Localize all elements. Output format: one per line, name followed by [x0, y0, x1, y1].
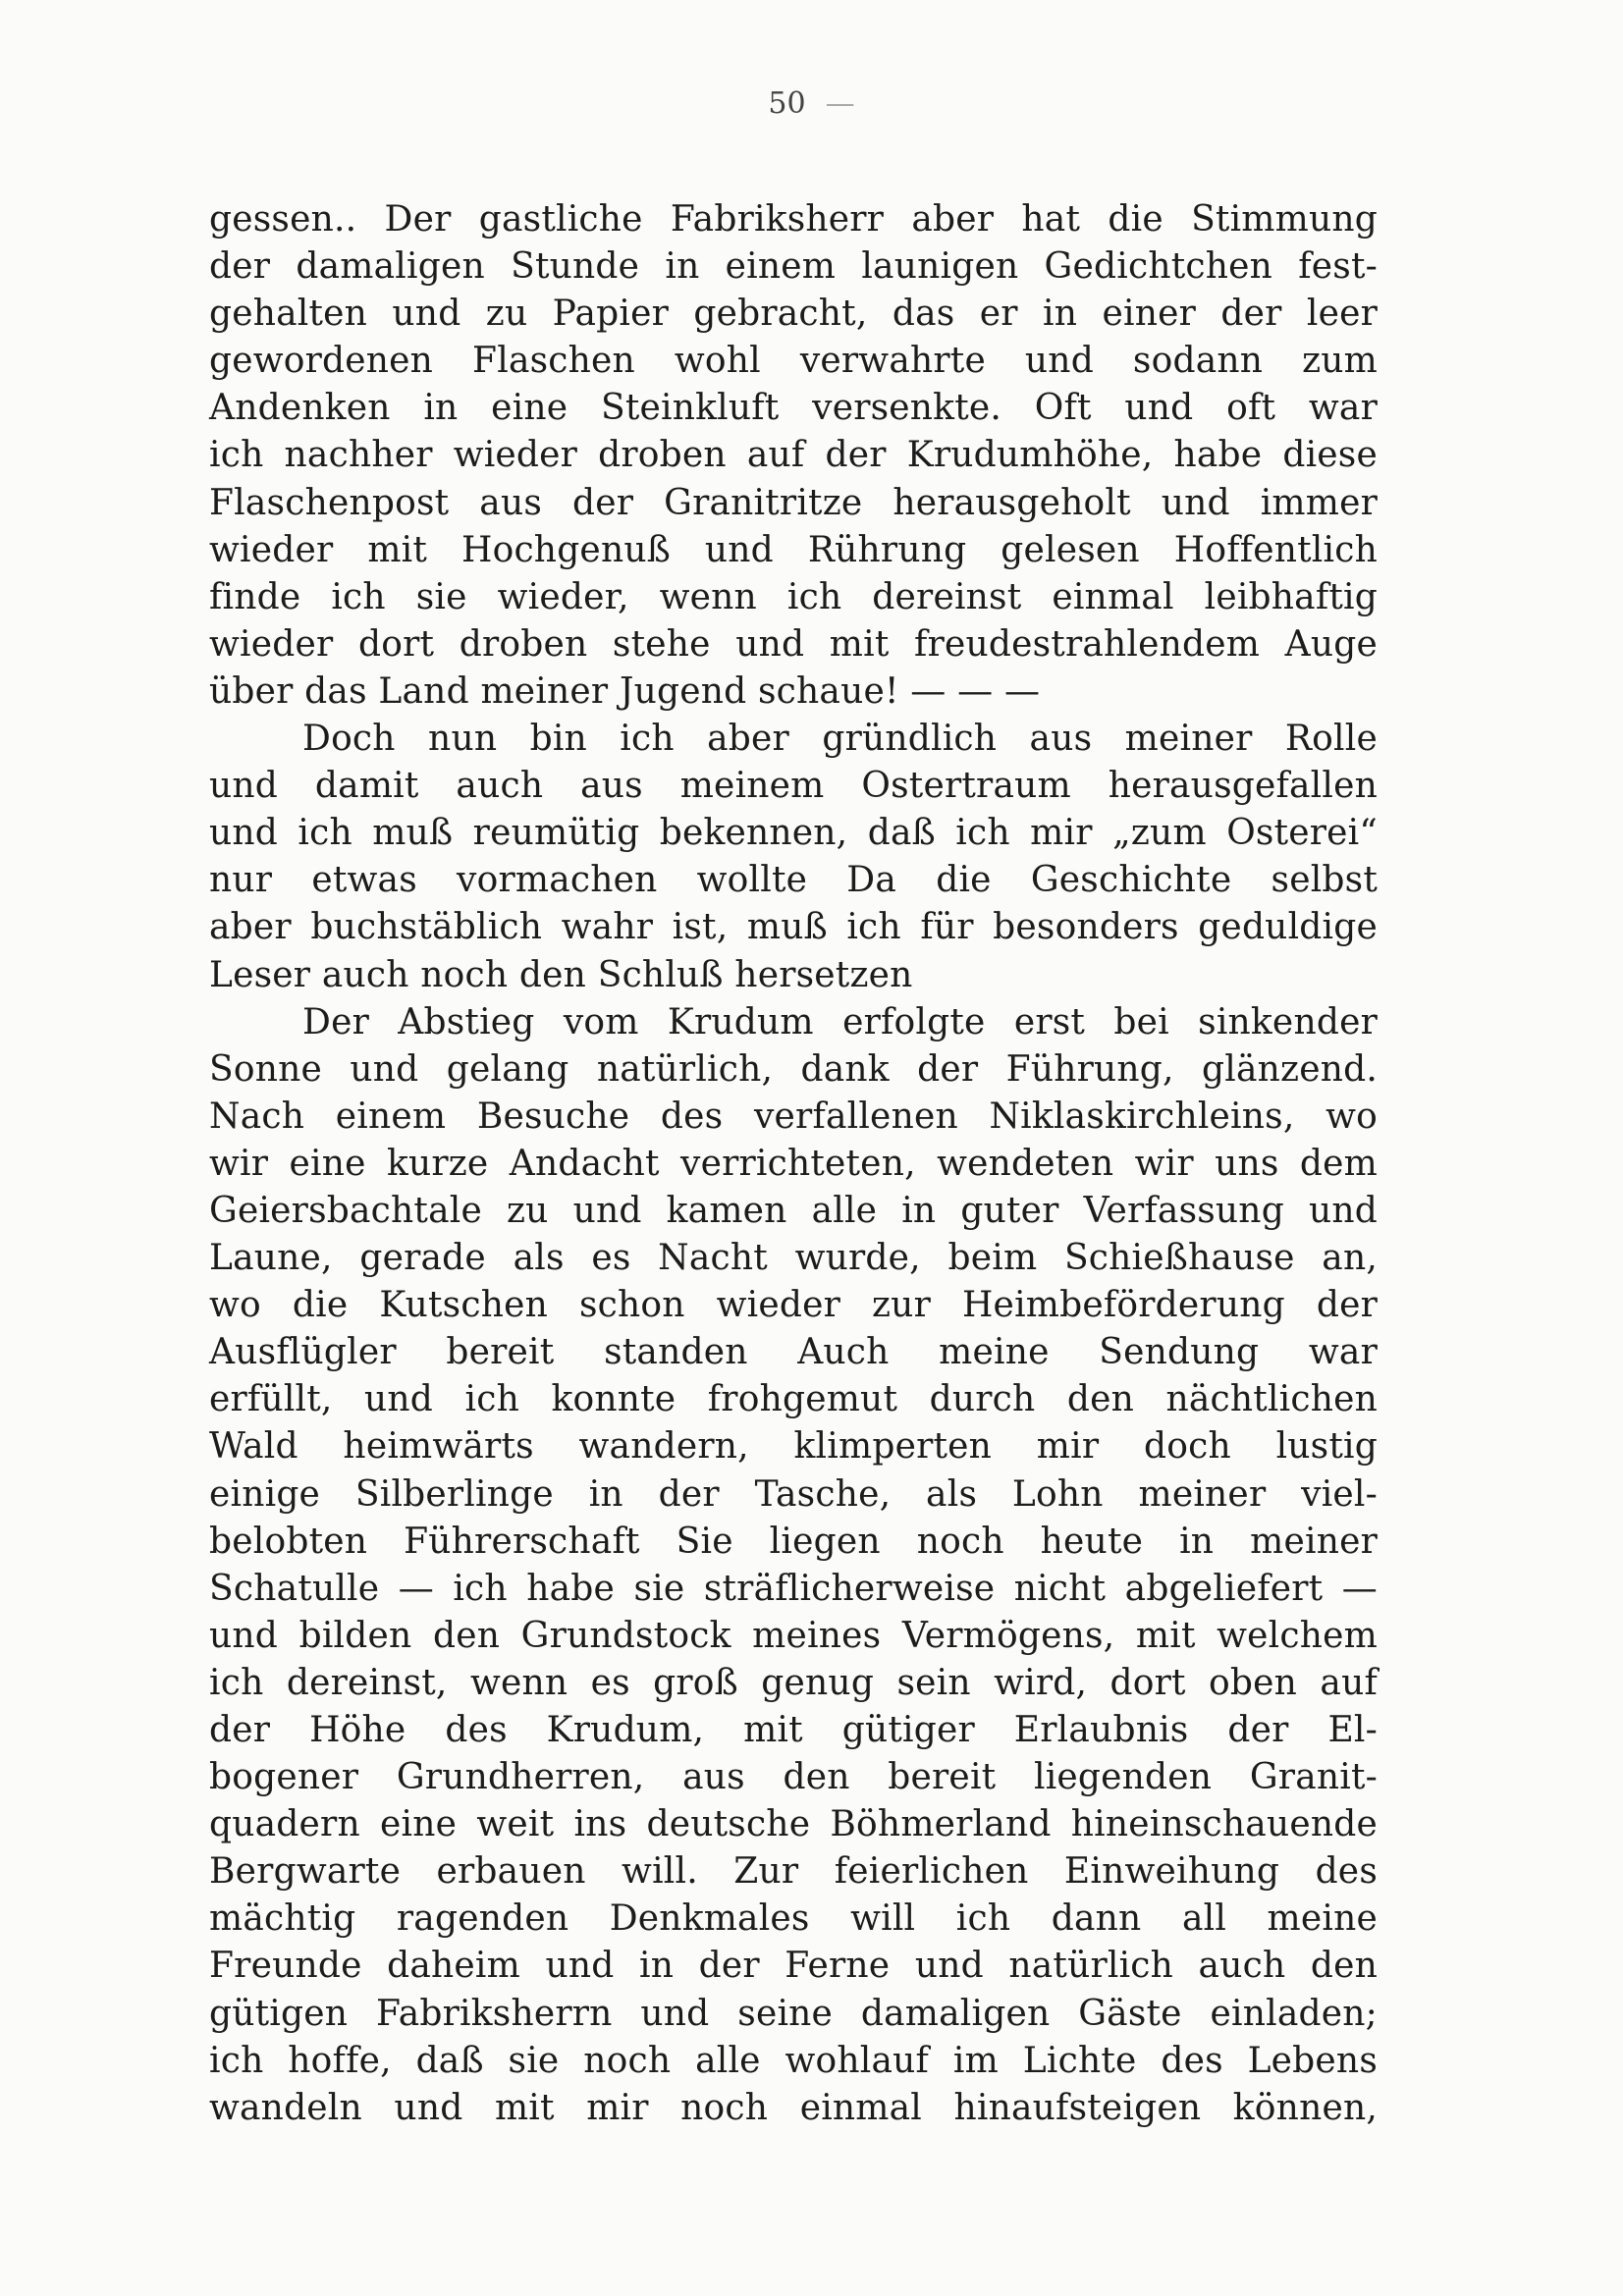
text-line: Bergwarte erbauen will. Zur feierlichen Einweihung des [209, 1851, 1378, 1893]
text-line: wieder mit Hochgenuß und Rührung gelesen Hoffentlich [209, 529, 1378, 570]
body-text [209, 196, 1378, 2132]
text-line: gewordenen Flaschen wohl verwahrte und sodann zum [209, 341, 1378, 382]
text-line: wandeln und mit mir noch einmal hinaufsteigen können, [209, 2087, 1378, 2128]
text-line: Andenken in eine Steinkluft versenkte. Oft und oft war [209, 388, 1378, 429]
text-line: und ich muß reumütig bekennen, daß ich mir „zum Osterei“ [209, 813, 1378, 854]
text-line: Nach einem Besuche des verfallenen Niklaskirchleins, wo [209, 1095, 1378, 1137]
text-line: Sonne und gelang natürlich, dank der Führung, glänzend. [209, 1048, 1378, 1090]
text-line: und bilden den Grundstock meines Vermögens, mit welchem [209, 1615, 1378, 1656]
text-line: und damit auch aus meinem Ostertraum herausgefallen [209, 766, 1378, 807]
text-line: ich nachher wieder droben auf der Krudumhöhe, habe diese [209, 435, 1378, 476]
text-line: nur etwas vormachen wollte Da die Geschichte selbst [209, 860, 1378, 901]
text-line: gehalten und zu Papier gebracht, das er in einer der leer [209, 294, 1378, 335]
text-line: finde ich sie wieder, wenn ich dereinst einmal leibhaftig [209, 576, 1378, 617]
text-line: Leser auch noch den Schluß hersetzen [209, 954, 913, 995]
text-line: wir eine kurze Andacht verrichteten, wendeten wir uns dem [209, 1143, 1378, 1184]
text-line: der Höhe des Krudum, mit gütiger Erlaubnis der El- [209, 1710, 1378, 1750]
text-line: wieder dort droben stehe und mit freudestrahlendem Auge [209, 623, 1378, 665]
page-number [0, 86, 1623, 121]
text-line: aber buchstäblich wahr ist, muß ich für besonders geduldige [209, 907, 1378, 948]
text-line: Doch nun bin ich aber gründlich aus meiner Rolle [302, 719, 1378, 760]
text-line: Geiersbachtale zu und kamen alle in guter Verfassung und [209, 1190, 1378, 1231]
text-line: ich dereinst, wenn es groß genug sein wird, dort oben auf [209, 1662, 1378, 1703]
text-line: quadern eine weit ins deutsche Böhmerland hineinschauende [209, 1804, 1378, 1845]
text-line: wo die Kutschen schon wieder zur Heimbeförderung der [209, 1285, 1378, 1326]
text-line: Der Abstieg vom Krudum erfolgte erst bei sinkender [302, 1001, 1378, 1042]
text-line: der damaligen Stunde in einem launigen Gedichtchen fest- [209, 246, 1378, 288]
text-line: über das Land meiner Jugend schaue! — — — [209, 670, 1041, 712]
text-line: bogener Grundherren, aus den bereit liegenden Granit- [209, 1757, 1378, 1798]
text-line: einige Silberlinge in der Tasche, als Lohn meiner viel- [209, 1473, 1378, 1515]
text-line: Flaschenpost aus der Granitritze herausgeholt und immer [209, 482, 1378, 523]
text-line: Freunde daheim und in der Ferne und natürlich auch den [209, 1946, 1378, 1987]
page-number-mark: — [825, 86, 855, 121]
text-line: Laune, gerade als es Nacht wurde, beim Schießhause an, [209, 1238, 1378, 1279]
text-line: Wald heimwärts wandern, klimperten mir doch lustig [209, 1426, 1378, 1468]
text-line: erfüllt, und ich konnte frohgemut durch den nächtlichen [209, 1379, 1378, 1420]
text-line: gütigen Fabriksherrn und seine damaligen Gäste einladen; [209, 1993, 1378, 2034]
text-line: mächtig ragenden Denkmales will ich dann all meine [209, 1898, 1378, 1940]
text-line: gessen.. Der gastliche Fabriksherr aber hat die Stimmung [209, 199, 1378, 240]
text-line: Schatulle — ich habe sie sträflicherweise nicht abgeliefert — [209, 1568, 1378, 1609]
text-line: belobten Führerschaft Sie liegen noch heute in meiner [209, 1521, 1378, 1562]
text-line: ich hoffe, daß sie noch alle wohlauf im Lichte des Lebens [209, 2040, 1378, 2081]
page-number-value: 50 [768, 86, 806, 121]
text-line: Ausflügler bereit standen Auch meine Sendung war [209, 1332, 1378, 1373]
